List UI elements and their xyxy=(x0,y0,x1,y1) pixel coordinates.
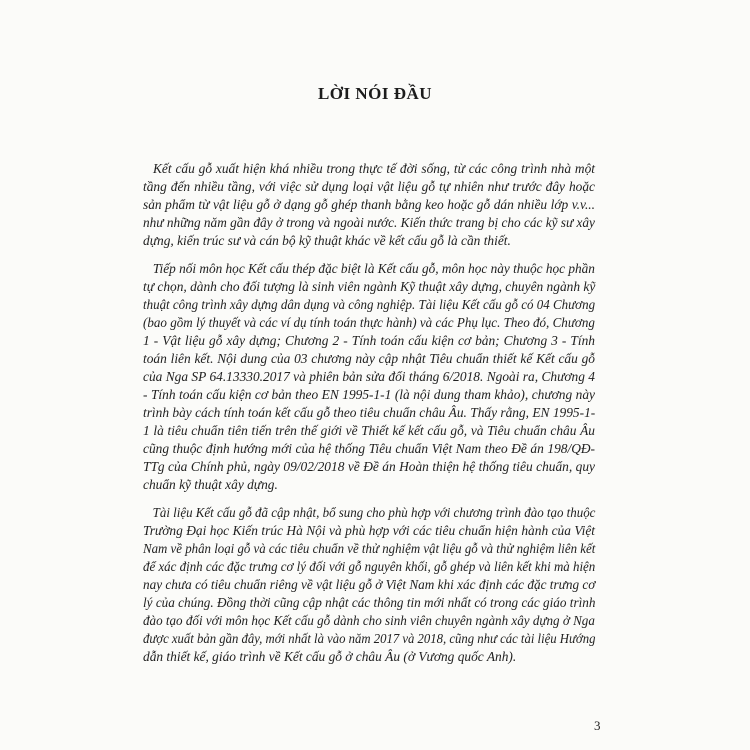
text-line: - Tính toán cấu kiện cơ bản theo EN 1995-1-1 (là nội dung tham khảo), chương này xyxy=(143,387,595,402)
text-line: 1 - Vật liệu gỗ xây dựng; Chương 2 - Tính toán cấu kiện cơ bản; Chương 3 - Tính xyxy=(143,333,595,348)
text-line: Trường Đại học Kiến trúc Hà Nội và phù hợp với các tiêu chuẩn hiện hành của Việt xyxy=(143,523,595,538)
text-line: nay chưa có tiêu chuẩn riêng về vật liệu gỗ ở Việt Nam khi xác định các đặc trưng cơ xyxy=(143,577,596,592)
text-line: TTg của Chính phủ, ngày 09/02/2018 về Đề án Hoàn thiện hệ thống tiêu chuẩn, quy xyxy=(143,459,595,474)
text-line: Kết cấu gỗ xuất hiện khá nhiều trong thực tế đời sống, từ các công trình nhà một xyxy=(153,161,595,176)
text-line: dựng, kiến trúc sư và cán bộ kỹ thuật khác về kết cấu gỗ là cần thiết. xyxy=(143,233,511,248)
text-line: (bao gồm lý thuyết và các ví dụ tính toán thực hành) và các Phụ lục. Theo đó, Chương xyxy=(143,315,595,330)
text-line: Tiếp nối môn học Kết cấu thép đặc biệt là Kết cấu gỗ, môn học này thuộc học phần xyxy=(152,261,595,276)
text-line: toán liên kết. Nội dung của 03 chương này cập nhật Tiêu chuẩn thiết kế Kết cấu gỗ xyxy=(143,351,595,366)
text-line: trình bày cách tính toán kết cấu gỗ theo tiêu chuẩn châu Âu. Thấy rằng, EN 1995-1- xyxy=(143,405,596,420)
text-line: Tài liệu Kết cấu gỗ đã cập nhật, bổ sung cho phù hợp với chương trình đào tạo thuộc xyxy=(152,505,596,520)
page-title: LỜI NÓI ĐẦU xyxy=(317,84,433,103)
paragraph-1 xyxy=(143,160,595,250)
text-line: để xác định các đặc trưng cơ lý đối với gỗ nguyên khối, gỗ ghép và liên kết khi mà hiện xyxy=(143,559,596,574)
text-line: Nam về phân loại gỗ và các tiêu chuẩn về thử nghiệm vật liệu gỗ và thử nghiệm liên kết xyxy=(143,541,596,556)
paragraph-3 xyxy=(143,504,595,666)
text-line: thuật công trình xây dựng dân dụng và công nghiệp. Tài liệu Kết cấu gỗ có 04 Chương xyxy=(143,297,596,312)
preface-body xyxy=(143,160,595,676)
text-line: tầng đến nhiều tầng, với việc sử dụng loại vật liệu gỗ tự nhiên như trước đây hoặc xyxy=(143,179,595,194)
text-line: sản phẩm từ vật liệu gỗ ở dạng gỗ ghép thanh bằng keo hoặc gỗ dán nhiều lớp v.v... xyxy=(143,197,595,212)
text-line: 1 là tiêu chuẩn tiên tiến trên thế giới về Thiết kế kết cấu gỗ, và Tiêu chuẩn châu Âu xyxy=(143,423,595,438)
text-line: cũng thuộc định hướng mới của hệ thống Tiêu chuẩn Việt Nam theo Đề án 198/QĐ- xyxy=(143,441,595,456)
text-line: lý của chúng. Đồng thời cũng cập nhật các thông tin mới nhất có trong các giáo trình xyxy=(143,595,596,610)
text-line: dẫn thiết kế, giáo trình về Kết cấu gỗ ở châu Âu (ở Vương quốc Anh). xyxy=(143,649,517,664)
page-number: 3 xyxy=(594,718,601,733)
text-line: đào tạo đối với môn học Kết cấu gỗ dành cho sinh viên chuyên ngành xây dựng ở Nga xyxy=(143,613,595,628)
text-line: như những năm gần đây ở trong và ngoài nước. Kiến thức trang bị cho các kỹ sư xây xyxy=(143,215,595,230)
text-line: tự chọn, dành cho đối tượng là sinh viên ngành Kỹ thuật xây dựng, chuyên ngành kỹ xyxy=(143,279,596,294)
paragraph-2 xyxy=(143,260,595,494)
text-line: chuẩn kỹ thuật xây dựng. xyxy=(143,477,278,492)
text-line: được xuất bản gần đây, mới nhất là vào năm 2017 và 2018, cũng như các tài liệu Hướng xyxy=(143,631,596,646)
text-line: của Nga SP 64.13330.2017 và phiên bản sửa đổi tháng 6/2018. Ngoài ra, Chương 4 xyxy=(143,369,595,384)
